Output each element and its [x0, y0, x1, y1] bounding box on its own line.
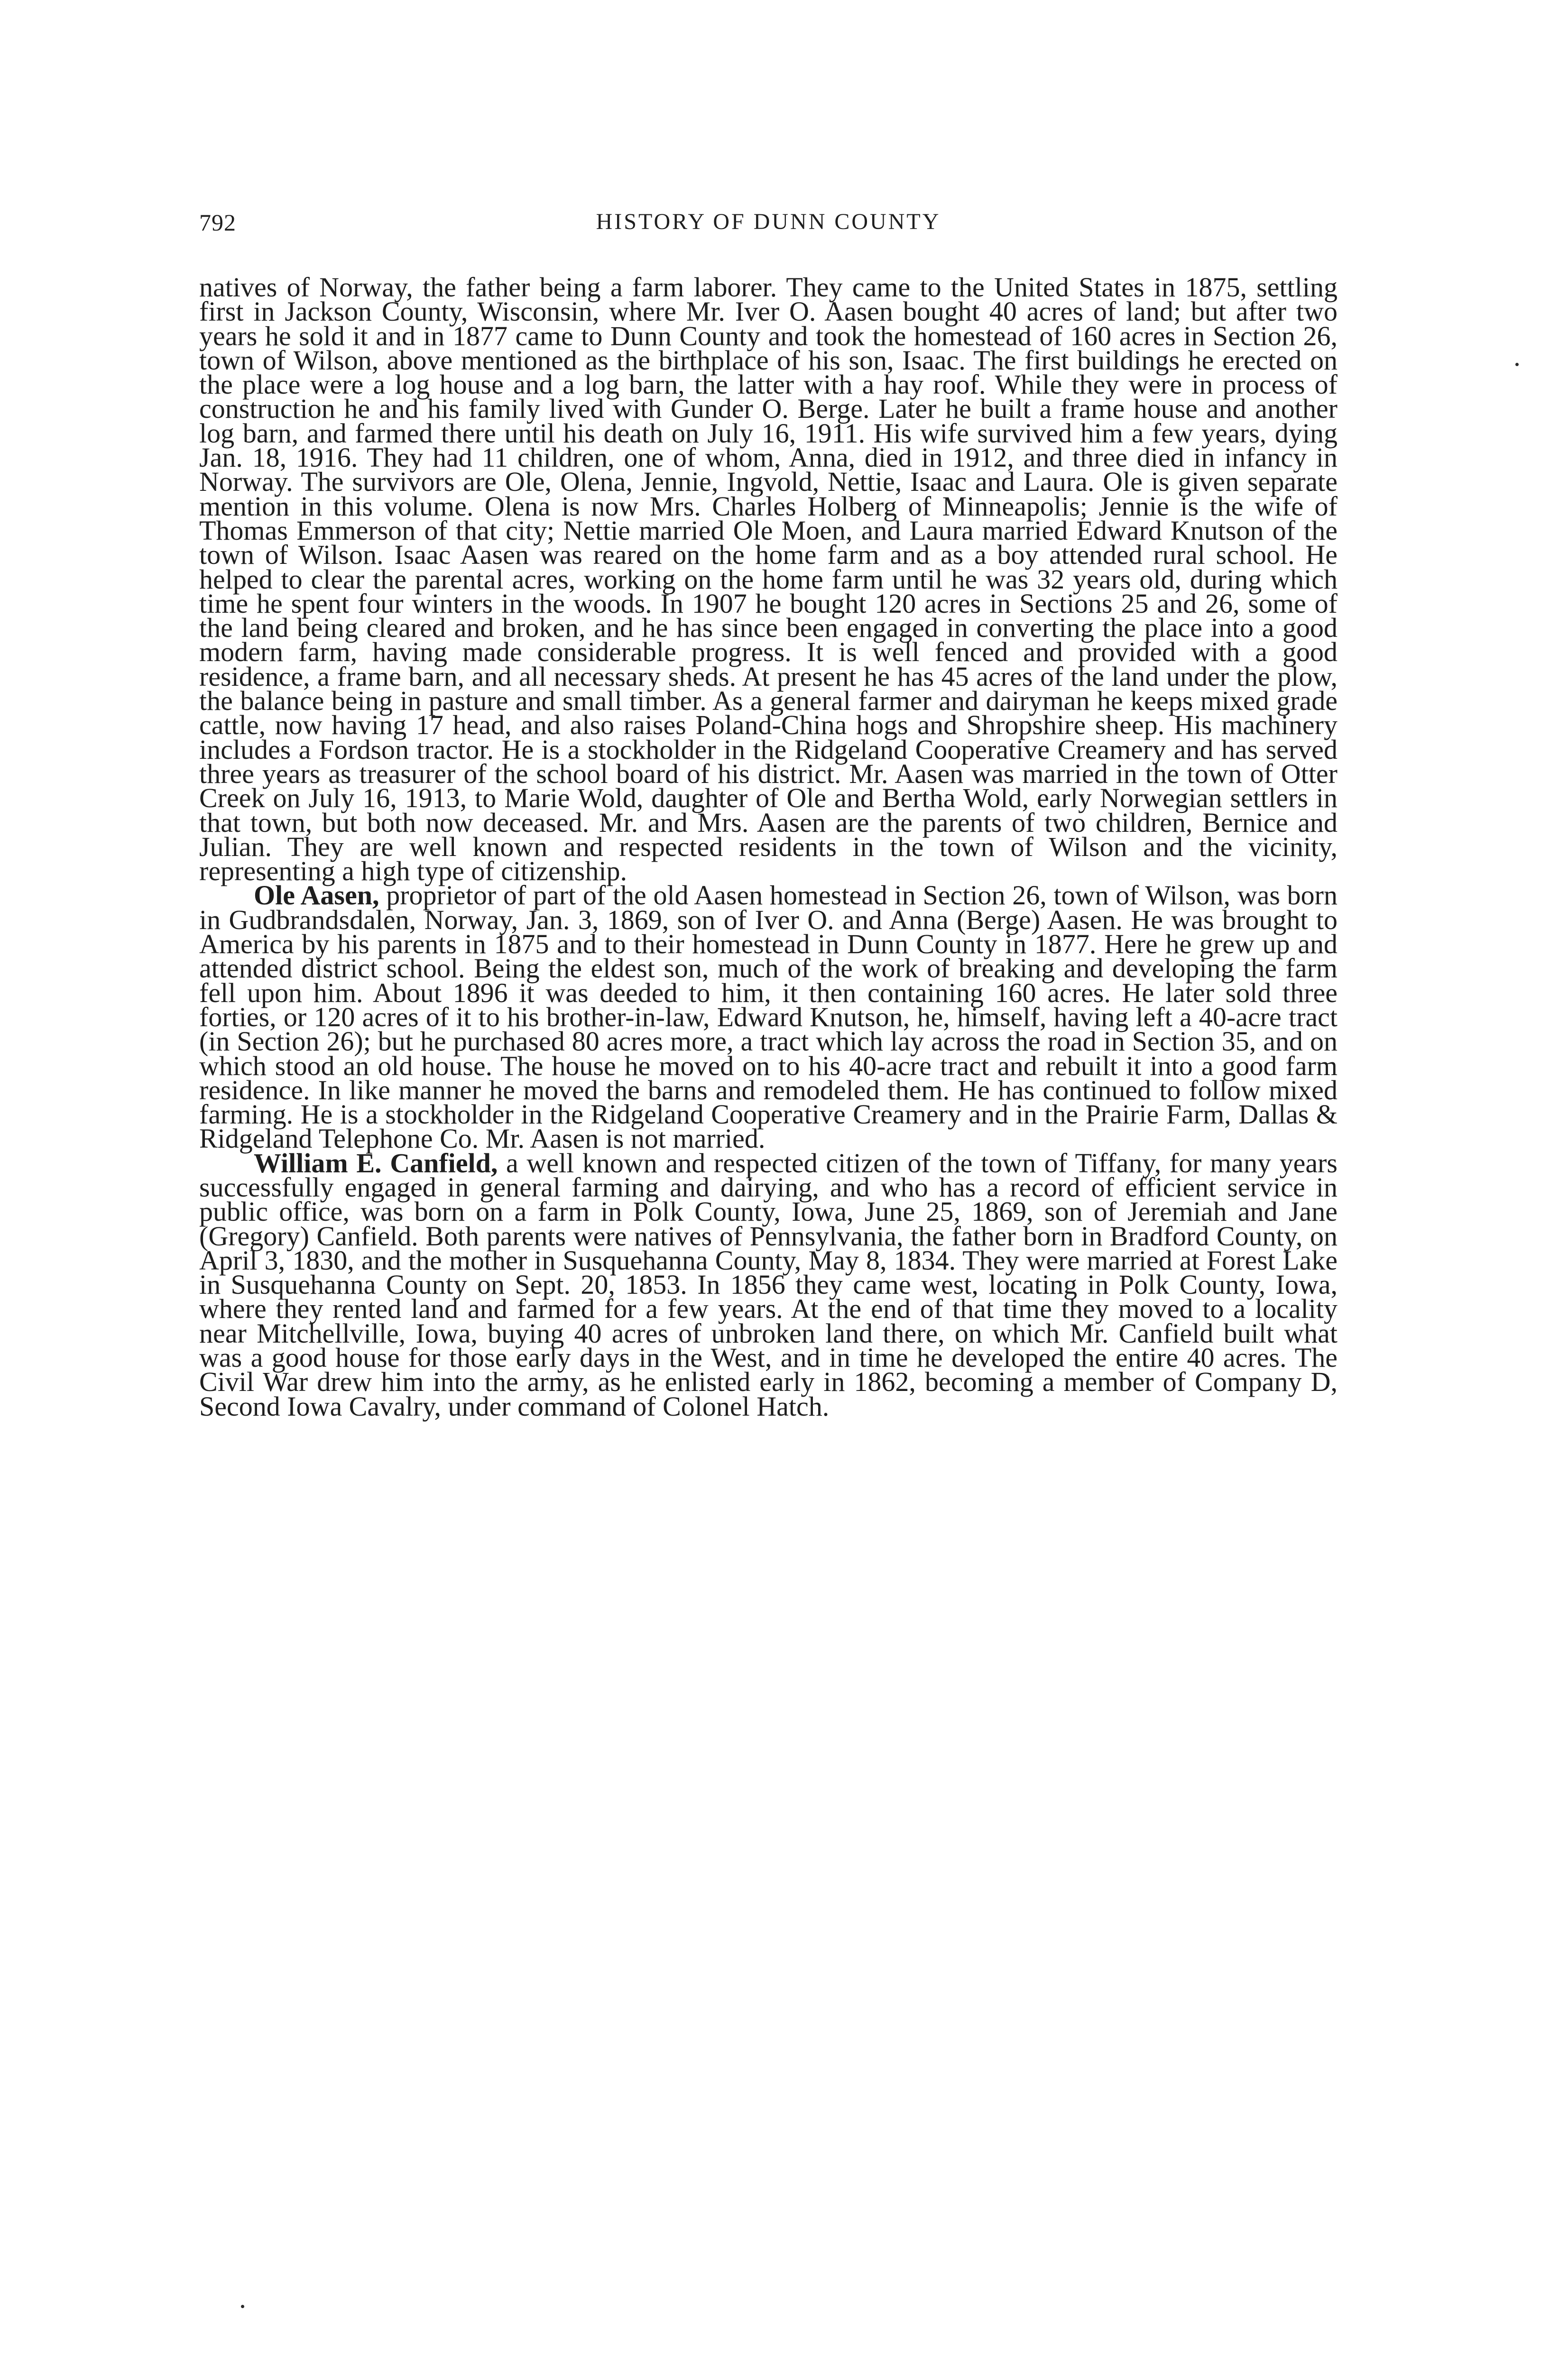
paragraph-isaac-aasen-continued: natives of Norway, the father being a farm laborer. They came to the United States in 1875, settling first in Jackson County, Wisconsin, where Mr. Iver O. Aasen bought 40 acres of land; but after two years he sold it and in 1877 came to Dunn County and took the homestead of 160 acres in Section 26, town of Wilson, above mentioned as the birthplace of his son, Isaac. The first buildings he erected on the place were a log house and a log barn, the latter with a hay roof. While they were in process of construction he and his family lived with Gunder O. Berge. Later he built a frame house and another log barn, and farmed there until his death on July 16, 1911. His wife survived him a few years, dying Jan. 18, 1916. They had 11 children, one of whom, Anna, died in 1912, and three died in infancy in Norway. The survivors are Ole, Olena, Jennie, Ingvold, Nettie, Isaac and Laura. Ole is given separate mention in this volume. Olena is now Mrs. Charles Holberg of Minneapolis; Jennie is the wife of Thomas Emmerson of that city; Nettie married Ole Moen, and Laura married Edward Knutson of the town of Wilson. Isaac Aasen was reared on the home farm and as a boy attended rural school. He helped to clear the parental acres, working on the home farm until he was 32 years old, during which time he spent four winters in the woods. In 1907 he bought 120 acres in Sections 25 and 26, some of the land being cleared and broken, and he has since been engaged in converting the place into a good modern farm, having made considerable progress. It is well fenced and provided with a good residence, a frame barn, and all necessary sheds. At present he has 45 acres of the land under the plow, the balance being in pasture and small timber. As a general farmer and dairyman he keeps mixed grade cattle, now having 17 head, and also raises Poland-China hogs and Shropshire sheep. His machinery includes a Fordson tractor. He is a stockholder in the Ridgeland Cooperative Creamery and has served three years as treasurer of the school board of his district. Mr. Aasen was married in the town of Otter Creek on July 16, 1913, to Marie Wold, daughter of Ole and Bertha Wold, early Norwegian settlers in that town, but both now deceased. Mr. and Mrs. Aasen are the parents of two children, Bernice and Julian. They are well known and respected residents in the town of Wilson and the vicinity, representing a high type of citizenship. [199, 272, 1337, 887]
entry-text-william-canfield: a well known and respected citizen of the town of Tiffany, for many years successfully engaged in general farming and dairying, and who has a record of efficient service in public office, was born on a farm in Polk County, Iowa, June 25, 1869, son of Jeremiah and Jane (Gregory) Canfield. Both parents were natives of Pennsylvania, the father born in Bradford County, on April 3, 1830, and the mother in Susquehanna County, May 8, 1834. They were married at Forest Lake in Susquehanna County on Sept. 20, 1853. In 1856 they came west, locating in Polk County, Iowa, where they rented land and farmed for a few years. At the end of that time they moved to a locality near Mitchellville, Iowa, buying 40 acres of unbroken land there, on which Mr. Canfield built what was a good house for those early days in the West, and in time he developed the entire 40 acres. The Civil War drew him into the army, as he enlisted early in 1862, becoming a member of Company D, Second Iowa Cavalry, under command of Colonel Hatch. [199, 1147, 1337, 1422]
scan-speck [241, 2305, 244, 2308]
paragraph-ole-aasen [199, 880, 1337, 1154]
page-number: 792 [199, 209, 236, 236]
article-body [199, 272, 1337, 1422]
running-head [199, 209, 1337, 251]
entry-name-william-canfield: William E. Canfield, [254, 1147, 498, 1178]
paragraph-william-canfield [199, 1147, 1337, 1422]
entry-text-ole-aasen: proprietor of part of the old Aasen homestead in Section 26, town of Wilson, was born in Gudbrandsdalen, Norway, Jan. 3, 1869, son of Iver O. and Anna (Berge) Aasen. He was brought to America by his parents in 1875 and to their homestead in Dunn County in 1877. Here he grew up and attended district school. Being the eldest son, much of the work of breaking and developing the farm fell upon him. About 1896 it was deeded to him, it then containing 160 acres. He later sold three forties, or 120 acres of it to his brother-in-law, Edward Knutson, he, himself, having left a 40-acre tract (in Section 26); but he purchased 80 acres more, a tract which lay across the road in Section 35, and on which stood an old house. The house he moved on to his 40-acre tract and rebuilt it into a good farm residence. In like manner he moved the barns and remodeled them. He has continued to follow mixed farming. He is a stockholder in the Ridgeland Cooperative Creamery and in the Prairie Farm, Dallas & Ridgeland Telephone Co. Mr. Aasen is not married. [199, 880, 1337, 1154]
scan-speck [1515, 363, 1519, 366]
entry-name-ole-aasen: Ole Aasen, [254, 880, 379, 911]
page-title: HISTORY OF DUNN COUNTY [596, 209, 941, 234]
